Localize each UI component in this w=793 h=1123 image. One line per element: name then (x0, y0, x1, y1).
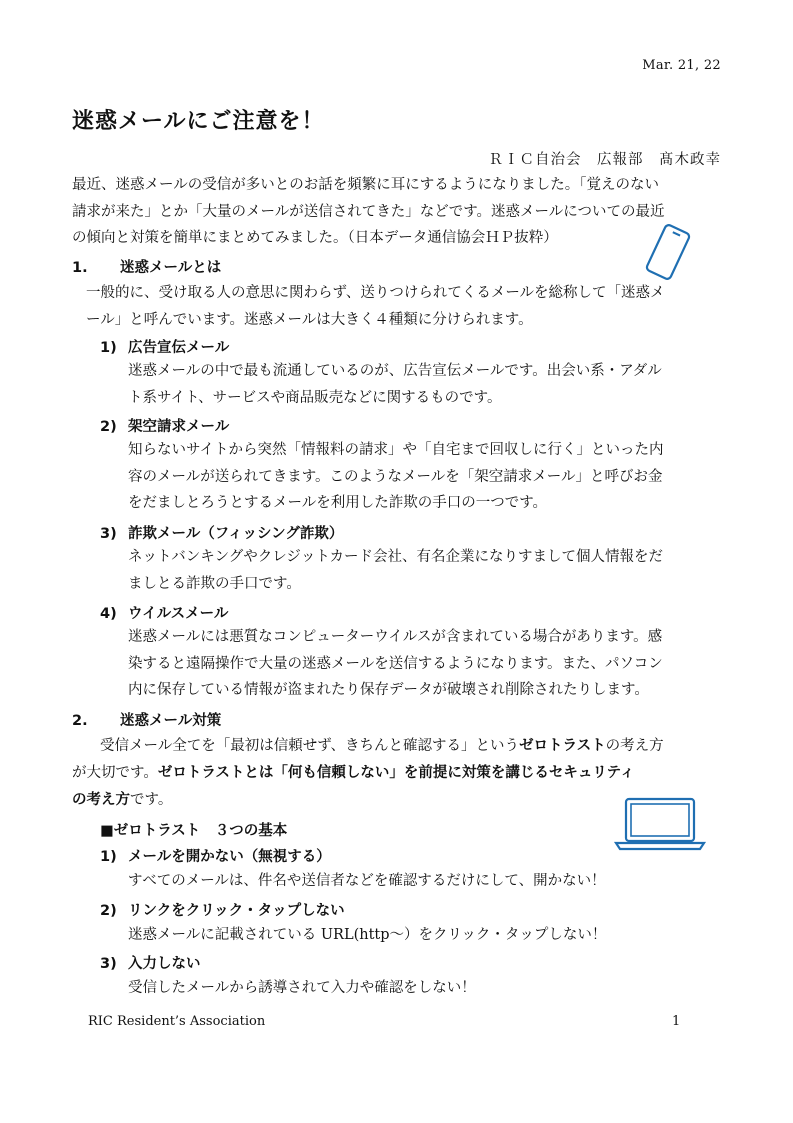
subsection-body: 迷惑メールの中で最も流通しているのが、広告宣伝メールです。出会い系・アダル ト系サイト、サービスや商品販売などに関するものです。 (128, 363, 662, 406)
subsection-body: ネットバンキングやクレジットカード会社、有名企業になりすまして個人情報をだ ましとる詐欺の手口です。 (128, 549, 663, 592)
intro-line: 最近、迷惑メールの受信が多いとのお話を頻繁に耳にするようになりました。「覚えのない (72, 177, 659, 193)
author-line: ＲＩＣ自治会 広報部 髙木政幸 (488, 152, 721, 168)
zero-trust-subheading: ■ゼロトラスト ３つの基本 (100, 823, 288, 839)
zero-trust-item-heading: 3) 入力しない (100, 956, 201, 972)
intro-paragraph (72, 172, 664, 252)
subsection-heading: 4) ウイルスメール (100, 606, 229, 622)
subsection-body: 知らないサイトから突然「情報料の請求」や「自宅まで回収しに行く」といった内 容のメールが送られてきます。このようなメールを「架空請求メール」と呼びお金 をだましとろうとするメールを利用した詐欺の手口の一つです。 (128, 442, 664, 511)
body-line: 受信メール全てを「最初は信頼せず、きちんと確認する」というゼロトラストの考え方 (100, 738, 664, 754)
laptop-icon (612, 796, 708, 852)
zero-trust-item-body: 迷惑メールに記載されている URL(http～）をクリック・タップしない！ (128, 927, 607, 943)
subsection-heading: 3) 詐欺メール（フィッシング詐欺） (100, 526, 344, 542)
section-title: 迷惑メール対策 (120, 713, 222, 729)
body-line: 一般的に、受け取る人の意思に関わらず、送りつけられてくるメールを総称して「迷惑メ (86, 285, 665, 301)
section-2-body (72, 760, 634, 813)
page-number: 1 (672, 1014, 681, 1029)
section-2-heading (72, 709, 221, 730)
subsection-heading: 2) 架空請求メール (100, 419, 230, 435)
section-number: 1. (72, 260, 88, 276)
section-title: 迷惑メールとは (120, 260, 222, 276)
zero-trust-item-heading: 1) メールを開かない（無視する） (100, 849, 331, 865)
section-2-body (100, 733, 664, 760)
footer-association: RIC Resident’s Association (88, 1014, 266, 1029)
intro-line: 請求が来た」とか「大量のメールが送信されてきた」などです。迷惑メールについての最近 (72, 203, 665, 220)
body-line: の考え方です。 (72, 791, 173, 808)
body-line: ール」と呼んでいます。迷惑メールは大きく４種類に分けられます。 (86, 311, 533, 328)
section-1-heading (72, 256, 221, 277)
section-1-body (86, 280, 665, 333)
document-date: Mar. 21, 22 (642, 58, 721, 73)
zero-trust-item-body: 受信したメールから誘導されて入力や確認をしない！ (128, 980, 476, 996)
smartphone-icon (640, 224, 696, 280)
zero-trust-item-body: すべてのメールは、件名や送信者などを確認するだけにして、開かない！ (128, 873, 606, 889)
section-number: 2. (72, 713, 88, 729)
body-line: が大切です。ゼロトラストとは「何も信頼しない」を前提に対策を講じるセキュリティ (72, 765, 635, 781)
intro-line: の傾向と対策を簡単にまとめてみました。（日本データ通信協会ＨＰ抜粋） (72, 230, 558, 246)
subsection-body: 迷惑メールには悪質なコンピューターウイルスが含まれている場合があります。感 染すると遠隔操作で大量の迷惑メールを送信するようになります。また、パソコン 内に保存している情報が盗まれたり保存データが破壊され削除されたりします。 (128, 629, 663, 698)
zero-trust-item-heading: 2) リンクをクリック・タップしない (100, 903, 345, 919)
page-title: 迷惑メールにご注意を！ (72, 108, 325, 134)
subsection-heading: 1) 広告宣伝メール (100, 340, 230, 356)
